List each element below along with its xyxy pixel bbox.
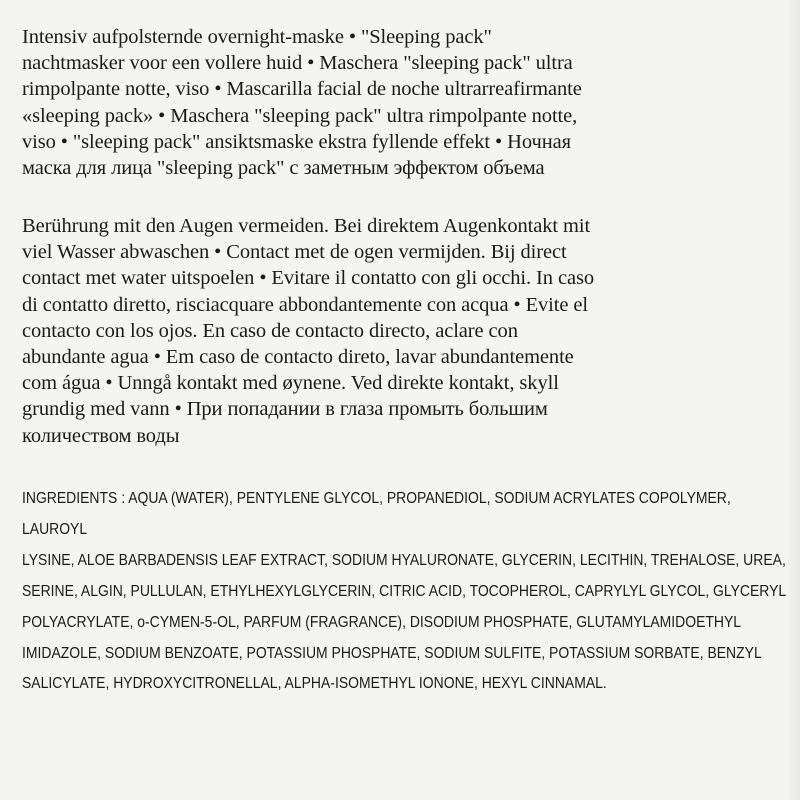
eye-contact-warning-text: Berührung mit den Augen vermeiden. Bei direktem Augenkontakt mit viel Wasser abwaschen • Contact met de ogen vermijden. Bij direct contact met water uitspoelen • Evitare il contatto con gli occhi. In caso di contatto diretto, risciacquare abbondantemente con acqua • Evite el contacto con los ojos. En caso de contacto directo, aclare con abundante agua • Em caso de contacto direto, lavar abundantemente com água • Unngå kontakt med øynene. Ved direkte kontakt, skyll grundig med vann • При попадании в глаза промыть большим количеством воды <box>22 215 594 447</box>
ingredients-list-text: INGREDIENTS : AQUA (WATER), PENTYLENE GLYCOL, PROPANEDIOL, SODIUM ACRYLATES COPOLYMER, LAUROYL LYSINE, ALOE BARBADENSIS LEAF EXTRACT, SODIUM HYALURONATE, GLYCERIN, LECITHIN, TREHALOSE, UREA, SERINE, ALGIN, PULLULAN, ETHYLHEXYLGLYCERIN, CITRIC ACID, TOCOPHEROL, CAPRYLYL GLYCOL, GLYCERYL POLYACRYLATE, o-CYMEN-5-OL, PARFUM (FRAGRANCE), DISODIUM PHOSPHATE, GLUTAMYLAMIDOETHYL IMIDAZOLE, SODIUM BENZOATE, POTASSIUM PHOSPHATE, SODIUM SULFITE, POTASSIUM SORBATE, BENZYL SALICYLATE, HYDROXYCITRONELLAL, ALPHA-ISOMETHYL IONONE, HEXYL CINNAMAL. <box>22 490 787 693</box>
product-description-text: Intensiv aufpolsternde overnight-maske • "Sleeping pack" nachtmasker voor een vollere huid • Maschera "sleeping pack" ultra rimpolpante notte, viso • Mascarilla facial de noche ultrarreafirmante «sleeping pack» • Maschera "sleeping pack" ultra rimpolpante notte, viso • "sleeping pack" ansiktsmaske ekstra fyllende effekt • Ночная маска для лица "sleeping pack" с заметным эффектом объема <box>22 26 582 180</box>
